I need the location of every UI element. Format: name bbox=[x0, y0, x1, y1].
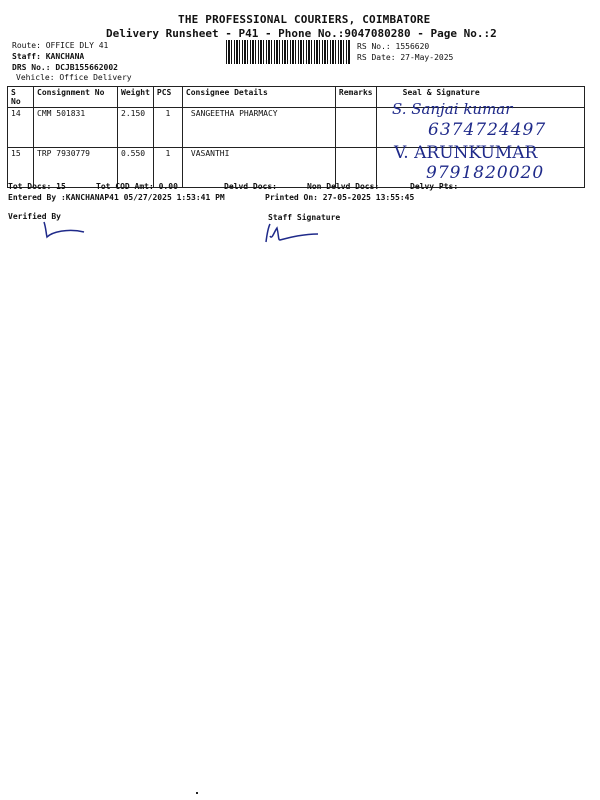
col-header-pcs: PCS bbox=[153, 87, 182, 108]
non-delvd-docs: Non Delvd Docs: bbox=[307, 182, 380, 191]
cell-consignment: TRP 7930779 bbox=[34, 148, 118, 188]
delvy-pts: Delvy Pts: bbox=[410, 182, 459, 191]
cell-consignee: SANGEETHA PHARMACY bbox=[182, 108, 335, 148]
handwritten-phone-2: 9791820020 bbox=[426, 163, 545, 183]
handwritten-name-2: V. ARUNKUMAR bbox=[394, 143, 538, 163]
route-label: Route: OFFICE DLY 41 bbox=[12, 41, 109, 50]
tot-cod: Tot COD Amt: 0.00 bbox=[96, 182, 178, 191]
barcode bbox=[226, 40, 350, 64]
company-title: THE PROFESSIONAL COURIERS, COIMBATORE bbox=[178, 13, 431, 26]
staff-label: Staff: KANCHANA bbox=[12, 52, 85, 61]
staff-signature-label: Staff Signature bbox=[268, 213, 341, 222]
verified-by-label: Verified By bbox=[8, 212, 61, 221]
cell-pcs: 1 bbox=[153, 148, 182, 188]
vehicle-label: Vehicle: Office Delivery bbox=[16, 73, 132, 82]
verifier-signature bbox=[38, 218, 88, 240]
col-header-signature: Seal & Signature bbox=[376, 87, 584, 108]
handwritten-name-1: S. Sanjai kumar bbox=[392, 100, 513, 118]
page-speck bbox=[196, 792, 198, 794]
cell-sno: 15 bbox=[8, 148, 34, 188]
col-header-sno: S No bbox=[8, 87, 34, 108]
delvd-docs: Delvd Docs: bbox=[224, 182, 277, 191]
cell-pcs: 1 bbox=[153, 108, 182, 148]
runsheet-title: Delivery Runsheet - P41 - Phone No.:9047080280 - Page No.:2 bbox=[106, 27, 497, 40]
cell-remarks bbox=[335, 108, 376, 148]
rs-no-label: RS No.: 1556620 bbox=[357, 42, 430, 51]
staff-signature bbox=[262, 220, 322, 246]
entered-by: Entered By :KANCHANAP41 05/27/2025 1:53:41 PM bbox=[8, 193, 225, 202]
drs-label: DRS No.: DCJB155662002 bbox=[12, 63, 118, 72]
col-header-consignee: Consignee Details bbox=[182, 87, 335, 108]
col-header-remarks: Remarks bbox=[335, 87, 376, 108]
cell-consignment: CMM 501831 bbox=[34, 108, 118, 148]
cell-weight: 2.150 bbox=[118, 108, 154, 148]
rs-date-label: RS Date: 27-May-2025 bbox=[357, 53, 454, 62]
tot-docs: Tot Docs: 15 bbox=[8, 182, 66, 191]
cell-sno: 14 bbox=[8, 108, 34, 148]
col-header-consignment: Consignment No bbox=[34, 87, 118, 108]
cell-weight: 0.550 bbox=[118, 148, 154, 188]
cell-consignee: VASANTHI bbox=[182, 148, 335, 188]
handwritten-phone-1: 6374724497 bbox=[428, 120, 547, 140]
printed-on: Printed On: 27-05-2025 13:55:45 bbox=[265, 193, 415, 202]
col-header-weight: Weight bbox=[118, 87, 154, 108]
